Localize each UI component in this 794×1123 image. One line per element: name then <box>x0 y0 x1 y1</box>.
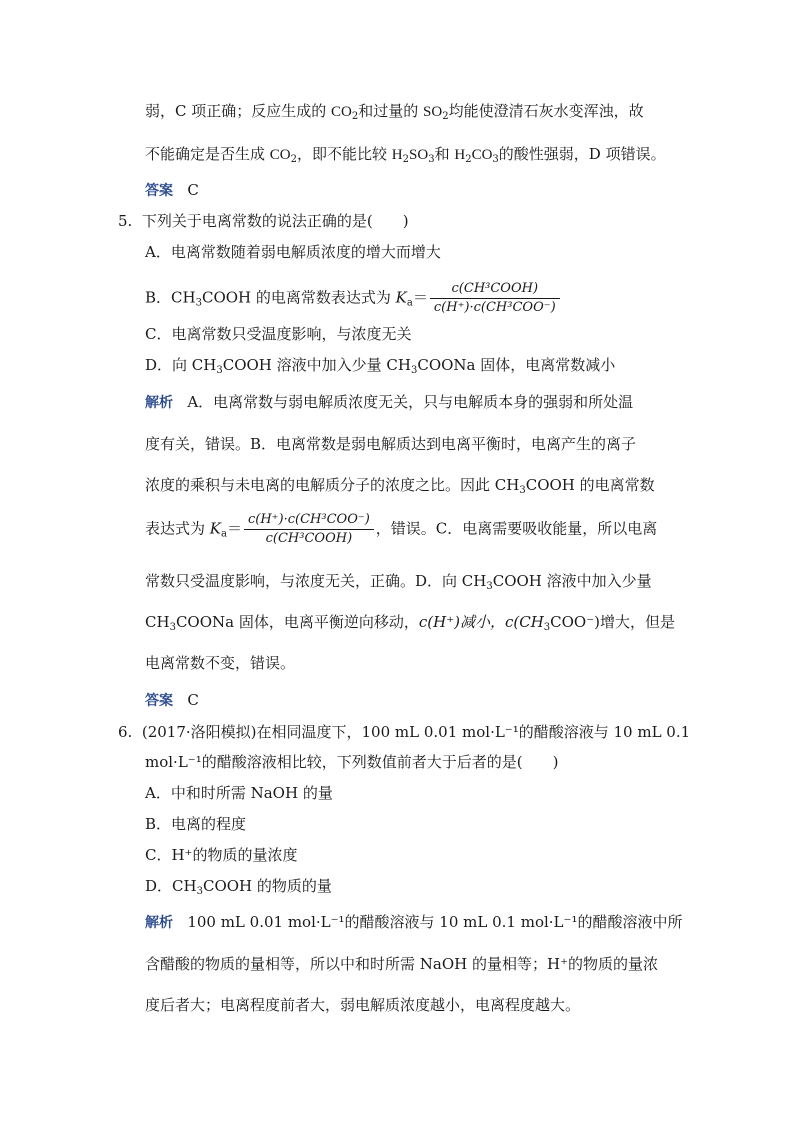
q6-stem-line-2: mol·L⁻¹的醋酸溶液相比较，下列数值前者大于后者的是( ) <box>145 753 559 771</box>
q5-analysis-line-5: 常数只受温度影响，与浓度无关，正确。D．向 $CH_3COOH$ 溶液中加入少量 <box>145 572 652 592</box>
ka-fraction-analysis: $\frac{\text{c(H⁺)·c(CH³COO⁻)}}{\text{c(CH³COOH)}}$ <box>244 511 374 548</box>
q6-option-b: B．电离的程度 <box>145 815 247 833</box>
q6-stem-line-1: 6. (2017·洛阳模拟)在相同温度下，100 mL 0.01 mol·L⁻¹的醋酸溶液与 10 mL 0.1 <box>118 723 691 741</box>
q5-analysis-line-4: 表达式为 $K_a=$ $\frac{\text{c(H⁺)·c(CH³COO⁻)}}{\text{c(CH³COOH)}}$ ，错误。C．电离需要吸收能量，所以电离 <box>145 512 658 546</box>
analysis-label: 解析 <box>145 395 173 411</box>
prev-analysis-line-1: 弱，C 项正确；反应生成的 $CO_2$和过量的 $SO_2$均能使澄清石灰水变浑浊，故 <box>145 102 644 122</box>
question-number: 6. <box>118 723 133 741</box>
q5-answer: 答案 C <box>145 691 199 709</box>
answer-label: 答案 <box>145 693 173 709</box>
q5-option-a: A．电离常数随着弱电解质浓度的增大而增大 <box>145 243 441 261</box>
q6-option-d: D．$CH_3COOH$ 的物质的量 <box>145 877 332 897</box>
q6-analysis-line-1: 解析 100 mL 0.01 mol·L⁻¹的醋酸溶液与 10 mL 0.1 mol·L⁻¹的醋酸溶液中所 <box>145 913 683 931</box>
prev-answer: 答案 C <box>145 181 199 199</box>
q6-option-a: A．中和时所需 NaOH 的量 <box>145 784 333 802</box>
q5-analysis-line-1: 解析 A．电离常数与弱电解质浓度无关，只与电解质本身的强弱和所处温 <box>145 393 634 411</box>
analysis-label: 解析 <box>145 915 173 931</box>
q6-analysis-line-3: 度后者大；电离程度前者大，弱电解质浓度越小，电离程度越大。 <box>145 996 581 1014</box>
question-number: 5. <box>118 212 133 230</box>
q6-option-c: C．H⁺的物质的量浓度 <box>145 846 298 864</box>
q5-stem: 5. 下列关于电离常数的说法正确的是( ) <box>118 212 409 230</box>
q5-analysis-line-3: 浓度的乘积与未电离的电解质分子的浓度之比。因此 $CH_3COOH$ 的电离常数 <box>145 476 655 496</box>
ka-fraction: $\frac{\text{c(CH³COOH)}}{\text{c(H⁺)·c(CH³COO⁻)}}$ <box>430 280 560 317</box>
prev-analysis-line-2: 不能确定是否生成 $CO_2$，即不能比较 $H_2SO_3$和 $H_2CO_3$的酸性强弱，D 项错误。 <box>145 145 666 165</box>
answer-label: 答案 <box>145 183 173 199</box>
q5-option-b: B．$CH_3COOH$ 的电离常数表达式为 $K_a=$ $\frac{\text{c(CH³COOH)}}{\text{c(H⁺)·c(CH³COO⁻)}}$ <box>145 280 562 317</box>
q5-analysis-line-7: 电离常数不变，错误。 <box>145 654 296 672</box>
q5-analysis-line-6: $CH_3COONa$ 固体，电离平衡逆向移动，c(H⁺)减小，$c(CH_3COO^-)$增大，但是 <box>145 613 675 633</box>
q6-analysis-line-2: 含醋酸的物质的量相等，所以中和时所需 NaOH 的量相等；H⁺的物质的量浓 <box>145 955 658 973</box>
q5-analysis-line-2: 度有关，错误。B．电离常数是弱电解质达到电离平衡时，电离产生的离子 <box>145 435 637 453</box>
q5-option-d: D．向 $CH_3COOH$ 溶液中加入少量 $CH_3COONa$ 固体，电离常数减小 <box>145 356 616 376</box>
q5-option-c: C．电离常数只受温度影响，与浓度无关 <box>145 325 412 343</box>
